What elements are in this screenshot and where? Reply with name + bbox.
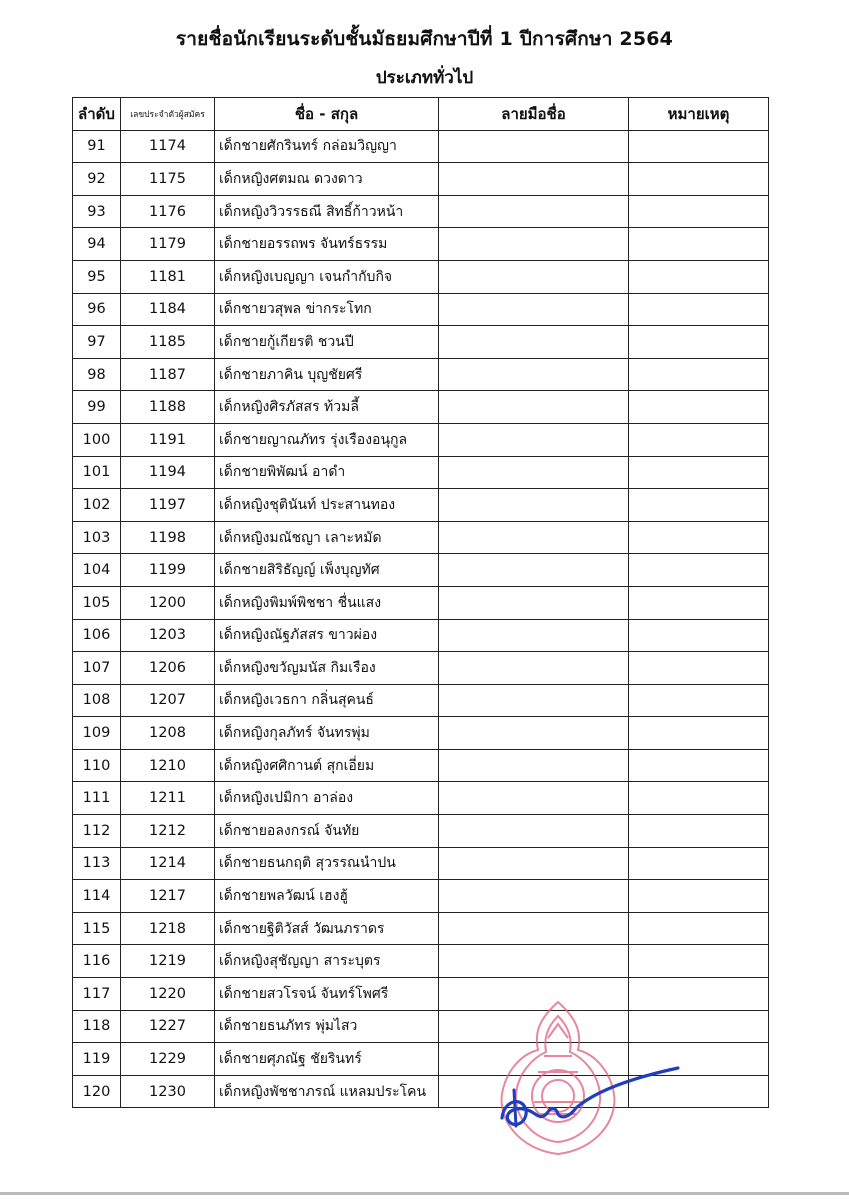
row-signature-cell bbox=[439, 521, 629, 554]
header-full-name: ชื่อ - สกุล bbox=[215, 98, 439, 131]
row-remarks-cell bbox=[629, 130, 769, 163]
row-remarks-cell bbox=[629, 978, 769, 1011]
table-row bbox=[73, 782, 769, 815]
row-remarks-cell bbox=[629, 652, 769, 685]
row-student-name: เด็กหญิงขวัญมนัส กิมเรือง bbox=[215, 652, 439, 685]
row-applicant-id: 1176 bbox=[121, 195, 215, 228]
row-student-name: เด็กชายศักรินทร์ กล่อมวิญญา bbox=[215, 130, 439, 163]
document-title: รายชื่อนักเรียนระดับชั้นมัธยมศึกษาปีที่ 1 ปีการศึกษา 2564 bbox=[175, 28, 674, 50]
row-order-number: 118 bbox=[73, 1010, 121, 1043]
row-order-number: 97 bbox=[73, 326, 121, 359]
row-order-number: 100 bbox=[73, 423, 121, 456]
row-order-number: 95 bbox=[73, 260, 121, 293]
row-applicant-id: 1230 bbox=[121, 1075, 215, 1108]
row-applicant-id: 1200 bbox=[121, 586, 215, 619]
row-remarks-cell bbox=[629, 391, 769, 424]
table-row bbox=[73, 130, 769, 163]
row-order-number: 111 bbox=[73, 782, 121, 815]
row-remarks-cell bbox=[629, 880, 769, 913]
table-row bbox=[73, 521, 769, 554]
row-order-number: 115 bbox=[73, 912, 121, 945]
table-row bbox=[73, 391, 769, 424]
row-signature-cell bbox=[439, 1010, 629, 1043]
table-row bbox=[73, 163, 769, 196]
row-applicant-id: 1212 bbox=[121, 815, 215, 848]
table-row bbox=[73, 489, 769, 522]
row-signature-cell bbox=[439, 130, 629, 163]
row-order-number: 94 bbox=[73, 228, 121, 261]
row-student-name: เด็กชายฐิติวัสส์ วัฒนภราดร bbox=[215, 912, 439, 945]
row-remarks-cell bbox=[629, 619, 769, 652]
row-student-name: เด็กหญิงชุตินันท์ ประสานทอง bbox=[215, 489, 439, 522]
row-remarks-cell bbox=[629, 293, 769, 326]
row-order-number: 114 bbox=[73, 880, 121, 913]
row-remarks-cell bbox=[629, 326, 769, 359]
row-signature-cell bbox=[439, 195, 629, 228]
row-remarks-cell bbox=[629, 815, 769, 848]
row-remarks-cell bbox=[629, 1075, 769, 1108]
row-order-number: 117 bbox=[73, 978, 121, 1011]
table-row bbox=[73, 358, 769, 391]
row-applicant-id: 1206 bbox=[121, 652, 215, 685]
row-applicant-id: 1219 bbox=[121, 945, 215, 978]
row-applicant-id: 1210 bbox=[121, 749, 215, 782]
row-student-name: เด็กชายภาคิน บุญชัยศรี bbox=[215, 358, 439, 391]
row-order-number: 110 bbox=[73, 749, 121, 782]
row-signature-cell bbox=[439, 358, 629, 391]
table-row bbox=[73, 815, 769, 848]
row-student-name: เด็กชายธนภัทร พุ่มไสว bbox=[215, 1010, 439, 1043]
row-applicant-id: 1214 bbox=[121, 847, 215, 880]
row-student-name: เด็กหญิงศศิกานต์ สุกเอี่ยม bbox=[215, 749, 439, 782]
table-row bbox=[73, 260, 769, 293]
row-student-name: เด็กชายอรรถพร จันทร์ธรรม bbox=[215, 228, 439, 261]
row-order-number: 113 bbox=[73, 847, 121, 880]
row-student-name: เด็กชายสิริธัญญ์ เพ็งบุญทัศ bbox=[215, 554, 439, 587]
row-remarks-cell bbox=[629, 423, 769, 456]
row-signature-cell bbox=[439, 456, 629, 489]
row-order-number: 106 bbox=[73, 619, 121, 652]
row-applicant-id: 1218 bbox=[121, 912, 215, 945]
row-signature-cell bbox=[439, 945, 629, 978]
row-applicant-id: 1175 bbox=[121, 163, 215, 196]
row-student-name: เด็กชายอลงกรณ์ จันทัย bbox=[215, 815, 439, 848]
row-order-number: 92 bbox=[73, 163, 121, 196]
table-row bbox=[73, 1043, 769, 1076]
row-applicant-id: 1197 bbox=[121, 489, 215, 522]
row-student-name: เด็กชายธนกฤติ สุวรรณนำปน bbox=[215, 847, 439, 880]
row-applicant-id: 1198 bbox=[121, 521, 215, 554]
row-remarks-cell bbox=[629, 945, 769, 978]
row-remarks-cell bbox=[629, 684, 769, 717]
row-signature-cell bbox=[439, 293, 629, 326]
table-row bbox=[73, 619, 769, 652]
table-row bbox=[73, 978, 769, 1011]
row-remarks-cell bbox=[629, 782, 769, 815]
row-remarks-cell bbox=[629, 260, 769, 293]
row-signature-cell bbox=[439, 423, 629, 456]
row-signature-cell bbox=[439, 260, 629, 293]
row-remarks-cell bbox=[629, 228, 769, 261]
row-order-number: 103 bbox=[73, 521, 121, 554]
header-remarks: หมายเหตุ bbox=[629, 98, 769, 131]
row-applicant-id: 1187 bbox=[121, 358, 215, 391]
row-applicant-id: 1185 bbox=[121, 326, 215, 359]
row-order-number: 96 bbox=[73, 293, 121, 326]
row-signature-cell bbox=[439, 228, 629, 261]
row-applicant-id: 1208 bbox=[121, 717, 215, 750]
row-order-number: 104 bbox=[73, 554, 121, 587]
row-signature-cell bbox=[439, 163, 629, 196]
row-applicant-id: 1191 bbox=[121, 423, 215, 456]
table-row bbox=[73, 326, 769, 359]
row-signature-cell bbox=[439, 652, 629, 685]
row-order-number: 112 bbox=[73, 815, 121, 848]
row-order-number: 119 bbox=[73, 1043, 121, 1076]
row-student-name: เด็กชายศุภณัฐ ชัยรินทร์ bbox=[215, 1043, 439, 1076]
row-student-name: เด็กหญิงศตมณ ดวงดาว bbox=[215, 163, 439, 196]
row-student-name: เด็กหญิงกุลภัทร์ จันทรพุ่ม bbox=[215, 717, 439, 750]
row-signature-cell bbox=[439, 749, 629, 782]
row-order-number: 101 bbox=[73, 456, 121, 489]
row-student-name: เด็กหญิงเปมิกา อาล่อง bbox=[215, 782, 439, 815]
row-applicant-id: 1179 bbox=[121, 228, 215, 261]
row-applicant-id: 1184 bbox=[121, 293, 215, 326]
row-signature-cell bbox=[439, 847, 629, 880]
row-remarks-cell bbox=[629, 1043, 769, 1076]
row-order-number: 102 bbox=[73, 489, 121, 522]
row-remarks-cell bbox=[629, 1010, 769, 1043]
row-student-name: เด็กชายสวโรจน์ จันทร์โพศรี bbox=[215, 978, 439, 1011]
row-signature-cell bbox=[439, 978, 629, 1011]
row-student-name: เด็กชายกู้เกียรติ ชวนปี bbox=[215, 326, 439, 359]
row-remarks-cell bbox=[629, 586, 769, 619]
table-row bbox=[73, 847, 769, 880]
row-student-name: เด็กชายพลวัฒน์ เฮงฮู้ bbox=[215, 880, 439, 913]
row-signature-cell bbox=[439, 684, 629, 717]
row-student-name: เด็กหญิงพัชชาภรณ์ แหลมประโคน bbox=[215, 1075, 439, 1108]
row-signature-cell bbox=[439, 912, 629, 945]
row-student-name: เด็กหญิงเบญญา เจนกำกับกิจ bbox=[215, 260, 439, 293]
row-student-name: เด็กหญิงพิมพ์พิชชา ชื่นแสง bbox=[215, 586, 439, 619]
row-signature-cell bbox=[439, 586, 629, 619]
row-student-name: เด็กชายญาณภัทร รุ่งเรืองอนุกูล bbox=[215, 423, 439, 456]
table-row bbox=[73, 195, 769, 228]
row-applicant-id: 1207 bbox=[121, 684, 215, 717]
table-row bbox=[73, 1075, 769, 1108]
table-row bbox=[73, 912, 769, 945]
row-student-name: เด็กหญิงวิวรรธณี สิทธิ์ก้าวหน้า bbox=[215, 195, 439, 228]
row-signature-cell bbox=[439, 1075, 629, 1108]
header-signature: ลายมือชื่อ bbox=[439, 98, 629, 131]
table-body bbox=[73, 130, 769, 1108]
row-signature-cell bbox=[439, 326, 629, 359]
row-student-name: เด็กหญิงเวธกา กลิ่นสุคนธ์ bbox=[215, 684, 439, 717]
row-remarks-cell bbox=[629, 489, 769, 522]
row-applicant-id: 1174 bbox=[121, 130, 215, 163]
row-student-name: เด็กหญิงศิรภัสสร ท้วมลี้ bbox=[215, 391, 439, 424]
table-row bbox=[73, 880, 769, 913]
row-signature-cell bbox=[439, 619, 629, 652]
row-signature-cell bbox=[439, 717, 629, 750]
row-applicant-id: 1217 bbox=[121, 880, 215, 913]
row-applicant-id: 1181 bbox=[121, 260, 215, 293]
row-order-number: 98 bbox=[73, 358, 121, 391]
row-applicant-id: 1229 bbox=[121, 1043, 215, 1076]
row-applicant-id: 1199 bbox=[121, 554, 215, 587]
row-remarks-cell bbox=[629, 912, 769, 945]
row-order-number: 108 bbox=[73, 684, 121, 717]
row-student-name: เด็กชายวสุพล ข่ากระโทก bbox=[215, 293, 439, 326]
table-row bbox=[73, 586, 769, 619]
row-applicant-id: 1203 bbox=[121, 619, 215, 652]
row-applicant-id: 1227 bbox=[121, 1010, 215, 1043]
table-row bbox=[73, 554, 769, 587]
row-signature-cell bbox=[439, 815, 629, 848]
row-applicant-id: 1211 bbox=[121, 782, 215, 815]
row-student-name: เด็กชายพิพัฒน์ อาดำ bbox=[215, 456, 439, 489]
row-remarks-cell bbox=[629, 195, 769, 228]
row-signature-cell bbox=[439, 391, 629, 424]
student-table bbox=[72, 97, 769, 1108]
table-row bbox=[73, 945, 769, 978]
row-order-number: 116 bbox=[73, 945, 121, 978]
row-applicant-id: 1220 bbox=[121, 978, 215, 1011]
header-order: ลำดับ bbox=[73, 98, 121, 131]
table-row bbox=[73, 456, 769, 489]
table-row bbox=[73, 684, 769, 717]
row-remarks-cell bbox=[629, 717, 769, 750]
scan-edge-line bbox=[0, 1192, 849, 1195]
table-row bbox=[73, 749, 769, 782]
table-row bbox=[73, 423, 769, 456]
row-signature-cell bbox=[439, 554, 629, 587]
row-order-number: 105 bbox=[73, 586, 121, 619]
row-order-number: 107 bbox=[73, 652, 121, 685]
row-remarks-cell bbox=[629, 456, 769, 489]
row-order-number: 109 bbox=[73, 717, 121, 750]
row-student-name: เด็กหญิงณัฐภัสสร ขาวผ่อง bbox=[215, 619, 439, 652]
row-order-number: 91 bbox=[73, 130, 121, 163]
document-subtitle: ประเภททั่วไป bbox=[375, 68, 474, 88]
row-remarks-cell bbox=[629, 847, 769, 880]
row-remarks-cell bbox=[629, 163, 769, 196]
table-row bbox=[73, 293, 769, 326]
header-applicant-id: เลขประจำตัวผู้สมัคร bbox=[121, 98, 215, 131]
table-row bbox=[73, 652, 769, 685]
row-order-number: 93 bbox=[73, 195, 121, 228]
row-signature-cell bbox=[439, 1043, 629, 1076]
row-signature-cell bbox=[439, 782, 629, 815]
row-applicant-id: 1194 bbox=[121, 456, 215, 489]
table-row bbox=[73, 717, 769, 750]
row-student-name: เด็กหญิงมณัชญา เลาะหมัด bbox=[215, 521, 439, 554]
row-remarks-cell bbox=[629, 749, 769, 782]
table-row bbox=[73, 1010, 769, 1043]
row-signature-cell bbox=[439, 880, 629, 913]
row-remarks-cell bbox=[629, 554, 769, 587]
row-student-name: เด็กหญิงสุชัญญา สาระบุตร bbox=[215, 945, 439, 978]
row-order-number: 99 bbox=[73, 391, 121, 424]
table-row bbox=[73, 228, 769, 261]
row-remarks-cell bbox=[629, 521, 769, 554]
row-applicant-id: 1188 bbox=[121, 391, 215, 424]
table-header-row bbox=[73, 98, 769, 131]
row-order-number: 120 bbox=[73, 1075, 121, 1108]
row-signature-cell bbox=[439, 489, 629, 522]
row-remarks-cell bbox=[629, 358, 769, 391]
